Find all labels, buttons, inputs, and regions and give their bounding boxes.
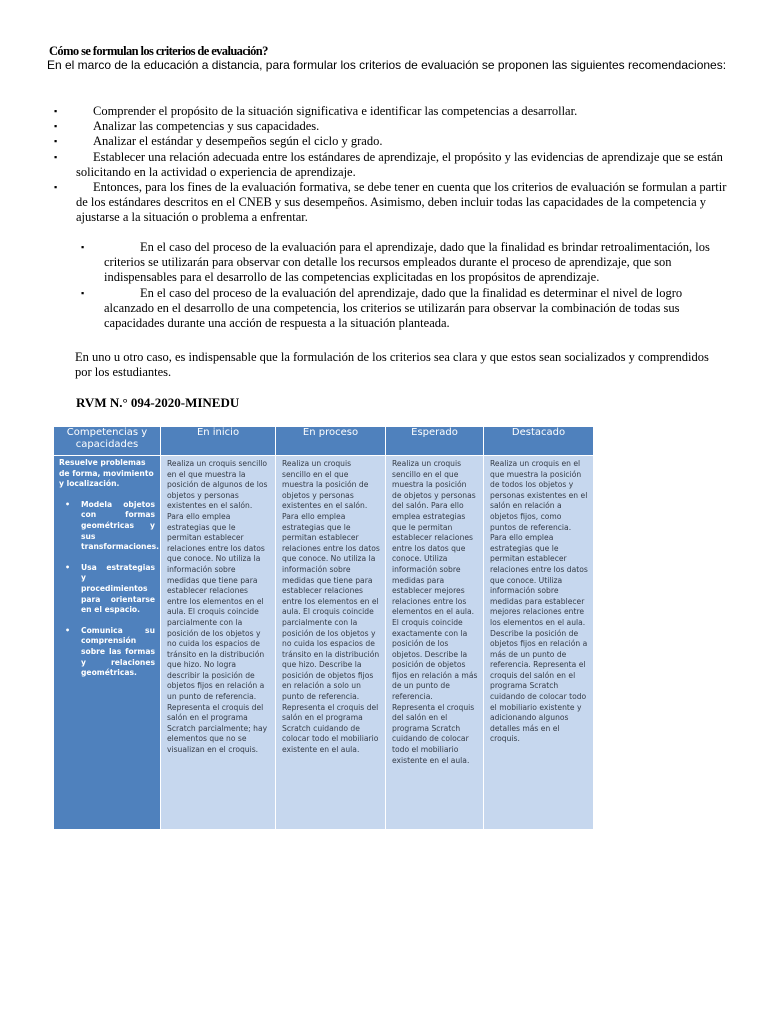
column-header-competencias: Competencias y capacidades (54, 427, 161, 456)
recommendations-list (47, 104, 737, 226)
closing-paragraph: En uno u otro caso, es indispensable que la formulación de los criterios sea clara y que estos sean socializados y comprendidos por los estudiantes. (75, 350, 709, 380)
bullet-icon: • (65, 499, 71, 509)
square-bullet-icon: ▪ (54, 106, 58, 116)
level-cell-en-proceso: Realiza un croquis sencillo en el que muestra la posición de objetos y personas existentes en el salón. Para ello emplea estrategias que le permitan establecer relaciones entre los datos que conoce. No utiliza la información sobre medidas que tiene para establecer relaciones entre los elementos en el aula. El croquis coincide parcialmente con la posición de los objetos y no cuida los espacios de tránsito en la distribución que hizo. Describe la posición de objetos fijos en relación a solo un punto de referencia. Representa el croquis del salón en el programa Scratch cuidando de colocar todo el mobiliario existente en el aula. (276, 456, 386, 830)
level-cell-en-inicio: Realiza un croquis sencillo en el que muestra la posición de algunos de los objetos y personas existentes en el salón. Para ello emplea estrategias que le permitan establecer relaciones entre los datos que conoce. No utiliza la información sobre medidas que tiene para establecer relaciones entre los elementos en el aula. El croquis coincide parcialmente con la posición de los objetos y no cuida los espacios de tránsito en la distribución que hizo. No logra describir la posición de objetos fijos en relación a un punto de referencia. Representa el croquis del salón en el programa Scratch parcialmente; hay elementos que no se visualizan en el croquis. (161, 456, 276, 830)
competency-title: Resuelve problemas de forma, movimiento y localización. (59, 458, 154, 489)
square-bullet-icon: ▪ (81, 242, 85, 252)
column-header-en-proceso: En proceso (276, 427, 386, 456)
evaluation-cases-list (80, 240, 730, 331)
square-bullet-icon: ▪ (54, 182, 58, 193)
column-header-esperado: Esperado (386, 427, 484, 456)
intro-paragraph: En el marco de la educación a distancia, para formular los criterios de evaluación se proponen las siguientes recomendaciones: (47, 58, 727, 72)
bullet-icon: • (65, 625, 71, 635)
table-row (54, 456, 594, 830)
table-header-row (54, 427, 594, 456)
square-bullet-icon: ▪ (54, 121, 58, 132)
capacity-item: • Usa estrategias y procedimientos para orientarse en el espacio. (65, 562, 155, 615)
capacity-item: • Modela objetos con formas geométricas y sus transformaciones. (65, 499, 160, 552)
square-bullet-icon: ▪ (81, 287, 85, 298)
level-cell-destacado: Realiza un croquis en el que muestra la posición de todos los objetos y personas existentes en el salón en relación a objetos fijos, como puntos de referencia. Para ello emplea estrategias que le permitan establecer relaciones entre los datos que conoce. Utiliza información sobre medidas para establecer mejores relaciones entre los elementos en el aula. Describe la posición de objetos fijos en relación a más de un punto de referencia. Representa el croquis del salón en el programa Scratch cuidando de colocar todo el mobiliario existente y adicionando algunos detalles más en el croquis. (484, 456, 594, 830)
column-header-destacado: Destacado (484, 427, 594, 456)
list-item: ▪ Comprender el propósito de la situación significativa e identificar las competencias a desarrollar. (54, 104, 578, 118)
rvm-reference: RVM N.° 094-2020-MINEDU (76, 395, 240, 410)
list-item: ▪ Establecer una relación adecuada entre los estándares de aprendizaje, el propósito y las evidencias de aprendizaje que se están solicitando en la actividad o experiencia de aprendizaje. (54, 149, 723, 179)
bullet-icon: • (65, 562, 71, 572)
competency-cell (54, 456, 161, 830)
rubric-table (53, 426, 594, 830)
list-item: ▪ Analizar las competencias y sus capacidades. (54, 119, 320, 134)
list-item: ▪ Entonces, para los fines de la evaluación formativa, se debe tener en cuenta que los criterios de evaluación se formulan a partir de los estándares descritos en el CNEB y sus desempeños. Asimismo, deben incluir todas las capacidades de la competencia y ajustarse a la situación o problema a enfrentar. (54, 180, 727, 225)
square-bullet-icon: ▪ (54, 136, 58, 147)
capacities-list (59, 499, 160, 679)
square-bullet-icon: ▪ (54, 151, 58, 162)
list-item: ▪ En el caso del proceso de la evaluación del aprendizaje, dado que la finalidad es determinar el nivel de logro alcanzado en el desarrollo de una competencia, los criterios se utilizarán para observar la combinación de todas sus capacidades durante una acción de respuesta a la situación planteada. (81, 285, 683, 331)
list-item: ▪ Analizar el estándar y desempeños según el ciclo y grado. (54, 134, 383, 149)
level-cell-esperado: Realiza un croquis sencillo en el que muestra la posición de objetos y personas del salón. Para ello emplea estrategias que le permitan establecer relaciones entre los datos que conoce. Utiliza información sobre medidas para establecer mejores relaciones entre los elementos en el aula. El croquis coincide exactamente con la posición de los objetos. Describe la posición de objetos fijos en relación a más de un punto de referencia. Representa el croquis del salón en el programa Scratch cuidando de colocar todo el mobiliario existente en el aula. (386, 456, 484, 830)
column-header-en-inicio: En inicio (161, 427, 276, 456)
capacity-item: • Comunica su comprensión sobre las formas y relaciones geométricas. (65, 625, 155, 678)
section-heading: Cómo se formulan los criterios de evaluación? (49, 44, 268, 58)
list-item: ▪ En el caso del proceso de la evaluación para el aprendizaje, dado que la finalidad es brindar retroalimentación, los criterios se utilizarán para observar con detalle los recursos empleados durante el proceso de aprendizaje, que son indispensables para el desarrollo de las competencias explicitadas en los propósitos de aprendizaje. (81, 240, 710, 285)
